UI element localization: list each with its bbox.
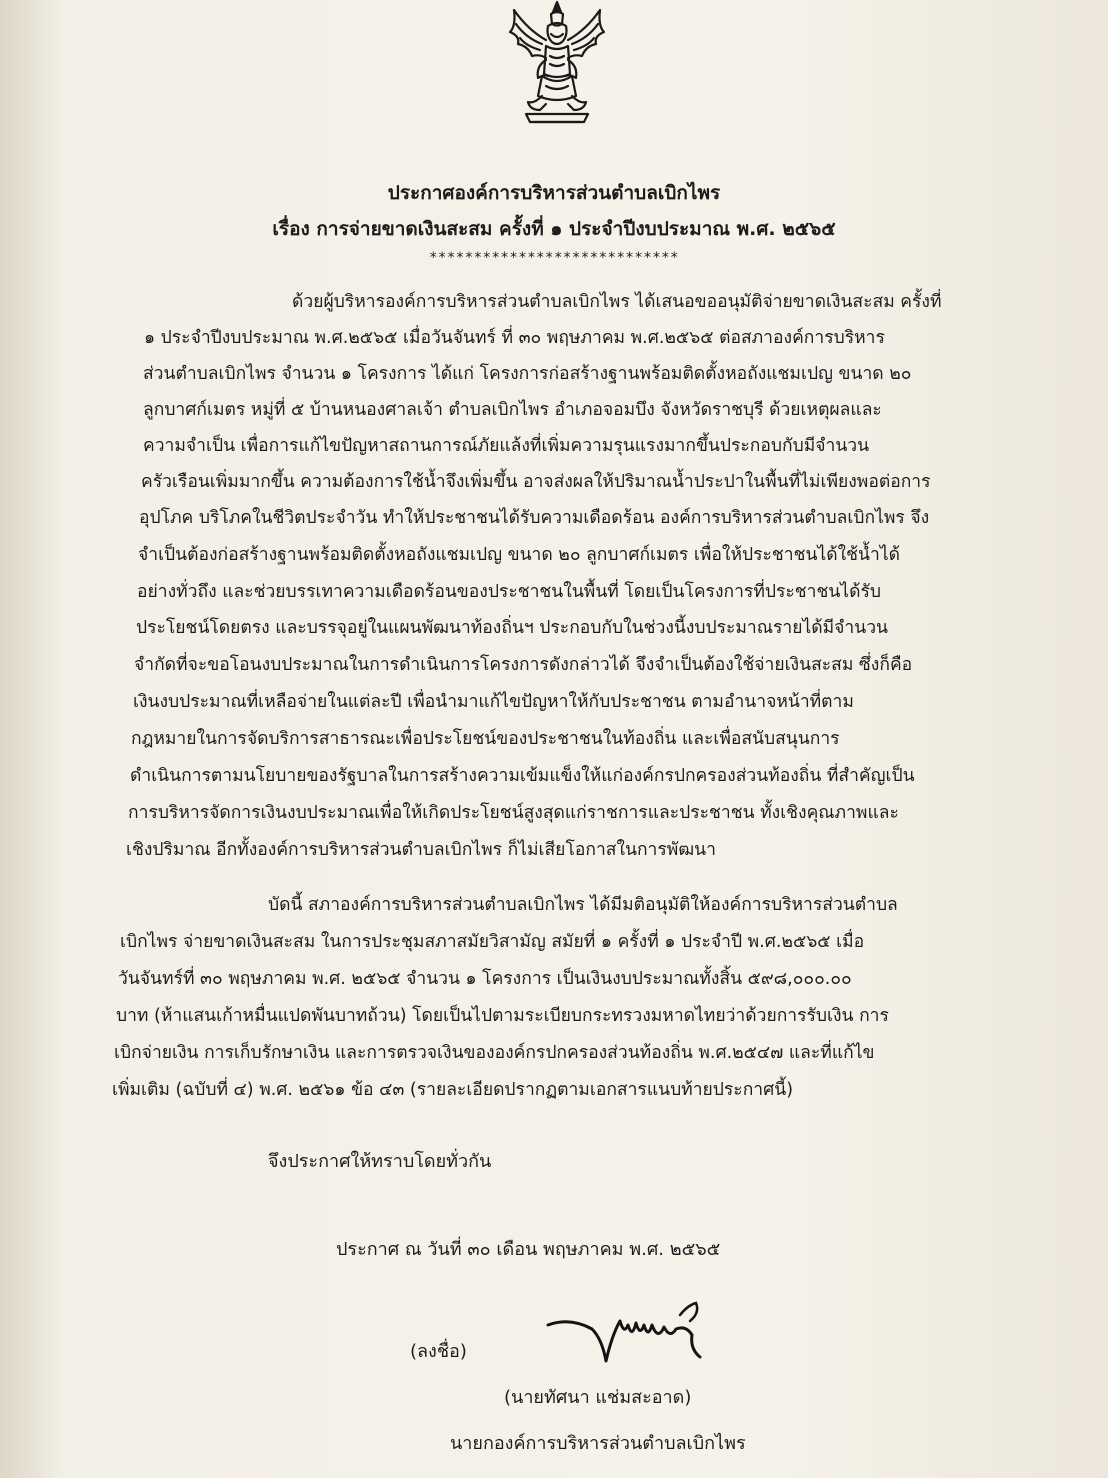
paragraph-line: ๑ ประจำปีงบประมาณ พ.ศ.๒๕๖๕ เมื่อวันจันทร์ ที่ ๓๐ พฤษภาคม พ.ศ.๒๕๖๕ ต่อสภาองค์การบริหาร xyxy=(144,328,885,348)
paragraph-line: ส่วนตำบลเบิกไพร จำนวน ๑ โครงการ ได้แก่ โครงการก่อสร้างฐานพร้อมติดตั้งหอถังแชมเปญ ขนาด ๒๐ xyxy=(143,364,912,384)
announcement-title: ประกาศองค์การบริหารส่วนตำบลเบิกไพร xyxy=(387,182,721,204)
paragraph-line: เงินงบประมาณที่เหลือจ่ายในแต่ละปี เพื่อนำมาแก้ไขปัญหาให้กับประชาชน ตามอำนาจหน้าที่ตาม xyxy=(133,692,854,712)
paragraph-line: เพิ่มเติม (ฉบับที่ ๔) พ.ศ. ๒๕๖๑ ข้อ ๔๓ (รายละเอียดปรากฏตามเอกสารแนบท้ายประกาศนี้) xyxy=(112,1080,794,1100)
paragraph-line: อย่างทั่วถึง และช่วยบรรเทาความเดือดร้อนของประชาชนในพื้นที่ โดยเป็นโครงการที่ประชาชนได้รับ xyxy=(137,582,881,602)
paragraph-line: เบิกจ่ายเงิน การเก็บรักษาเงิน และการตรวจเงินขององค์กรปกครองส่วนท้องถิ่น พ.ศ.๒๕๔๗ และที่แก้ไข xyxy=(114,1043,875,1063)
paragraph-line: เชิงปริมาณ อีกทั้งองค์การบริหารส่วนตำบลเบิกไพร ก็ไม่เสียโอกาสในการพัฒนา xyxy=(126,840,716,860)
paragraph-line: ประโยชน์โดยตรง และบรรจุอยู่ในแผนพัฒนาท้องถิ่นฯ ประกอบกับในช่วงนี้งบประมาณรายได้มีจำนวน xyxy=(136,618,889,638)
signatory-position: นายกองค์การบริหารส่วนตำบลเบิกไพร xyxy=(450,1433,746,1454)
paragraph-line: จำกัดที่จะขอโอนงบประมาณในการดำเนินการโครงการดังกล่าวได้ จึงจำเป็นต้องใช้จ่ายเงินสะสม ซึ่งก็คือ xyxy=(134,655,913,675)
paragraph-line: เบิกไพร จ่ายขาดเงินสะสม ในการประชุมสภาสมัยวิสามัญ สมัยที่ ๑ ครั้งที่ ๑ ประจำปี พ.ศ.๒๕๖๕ เมื่อ xyxy=(120,932,865,952)
paragraph-line: ด้วยผู้บริหารองค์การบริหารส่วนตำบลเบิกไพร ได้เสนอขออนุมัติจ่ายขาดเงินสะสม ครั้งที่ xyxy=(292,292,942,312)
paragraph-line: บัดนี้ สภาองค์การบริหารส่วนตำบลเบิกไพร ได้มีมติอนุมัติให้องค์การบริหารส่วนตำบล xyxy=(268,895,898,915)
paragraph-line: ดำเนินการตามนโยบายของรัฐบาลในการสร้างความเข้มแข็งให้แก่องค์กรปกครองส่วนท้องถิ่น ที่สำคัญเป็น xyxy=(130,766,915,786)
garuda-emblem-icon xyxy=(496,0,618,128)
paragraph-line: ความจำเป็น เพื่อการแก้ไขปัญหาสถานการณ์ภัยแล้งที่เพิ่มความรุนแรงมากขึ้นประกอบกับมีจำนวน xyxy=(143,436,870,456)
announcement-subject: เรื่อง การจ่ายขาดเงินสะสม ครั้งที่ ๑ ประจำปีงบประมาณ พ.ศ. ๒๕๖๕ xyxy=(272,218,836,240)
handwritten-signature xyxy=(540,1295,720,1375)
separator: **************************** xyxy=(428,250,679,266)
paragraph-line: ครัวเรือนเพิ่มมากขึ้น ความต้องการใช้น้ำจึงเพิ่มขึ้น อาจส่งผลให้ปริมาณน้ำประปาในพื้นที่ไม่เพียงพอต่อการ xyxy=(141,472,931,492)
signed-label: (ลงชื่อ) xyxy=(410,1341,467,1362)
paragraph-line: อุปโภค บริโภคในชีวิตประจำวัน ทำให้ประชาชนได้รับความเดือดร้อน องค์การบริหารส่วนตำบลเบิกไพร จึง xyxy=(139,508,930,528)
paragraph-line: วันจันทร์ที่ ๓๐ พฤษภาคม พ.ศ. ๒๕๖๕ จำนวน ๑ โครงการ เป็นเงินงบประมาณทั้งสิ้น ๕๙๘,๐๐๐.๐๐ xyxy=(118,969,852,989)
announcement-date: ประกาศ ณ วันที่ ๓๐ เดือน พฤษภาคม พ.ศ. ๒๕๖๕ xyxy=(336,1239,721,1260)
paragraph-line: บาท (ห้าแสนเก้าหมื่นแปดพันบาทถ้วน) โดยเป็นไปตามระเบียบกระทรวงมหาดไทยว่าด้วยการรับเงิน การ xyxy=(116,1006,889,1026)
paragraph-line: การบริหารจัดการเงินงบประมาณเพื่อให้เกิดประโยชน์สูงสุดแก่ราชการและประชาชน ทั้งเชิงคุณภาพและ xyxy=(128,803,899,823)
closing-announcement: จึงประกาศให้ทราบโดยทั่วกัน xyxy=(268,1151,492,1172)
paragraph-line: กฎหมายในการจัดบริการสาธารณะเพื่อประโยชน์ของประชาชนในท้องถิ่น และเพื่อสนับสนุนการ xyxy=(131,729,840,749)
paragraph-line: จำเป็นต้องก่อสร้างฐานพร้อมติดตั้งหอถังแชมเปญ ขนาด ๒๐ ลูกบาศก์เมตร เพื่อให้ประชาชนได้ใช้น้ำได้ xyxy=(138,545,900,565)
paragraph-line: ลูกบาศก์เมตร หมู่ที่ ๕ บ้านหนองศาลเจ้า ตำบลเบิกไพร อำเภอจอมบึง จังหวัดราชบุรี ด้วยเหตุผลและ xyxy=(143,400,882,420)
signatory-name: (นายทัศนา แช่มสะอาด) xyxy=(504,1387,692,1408)
